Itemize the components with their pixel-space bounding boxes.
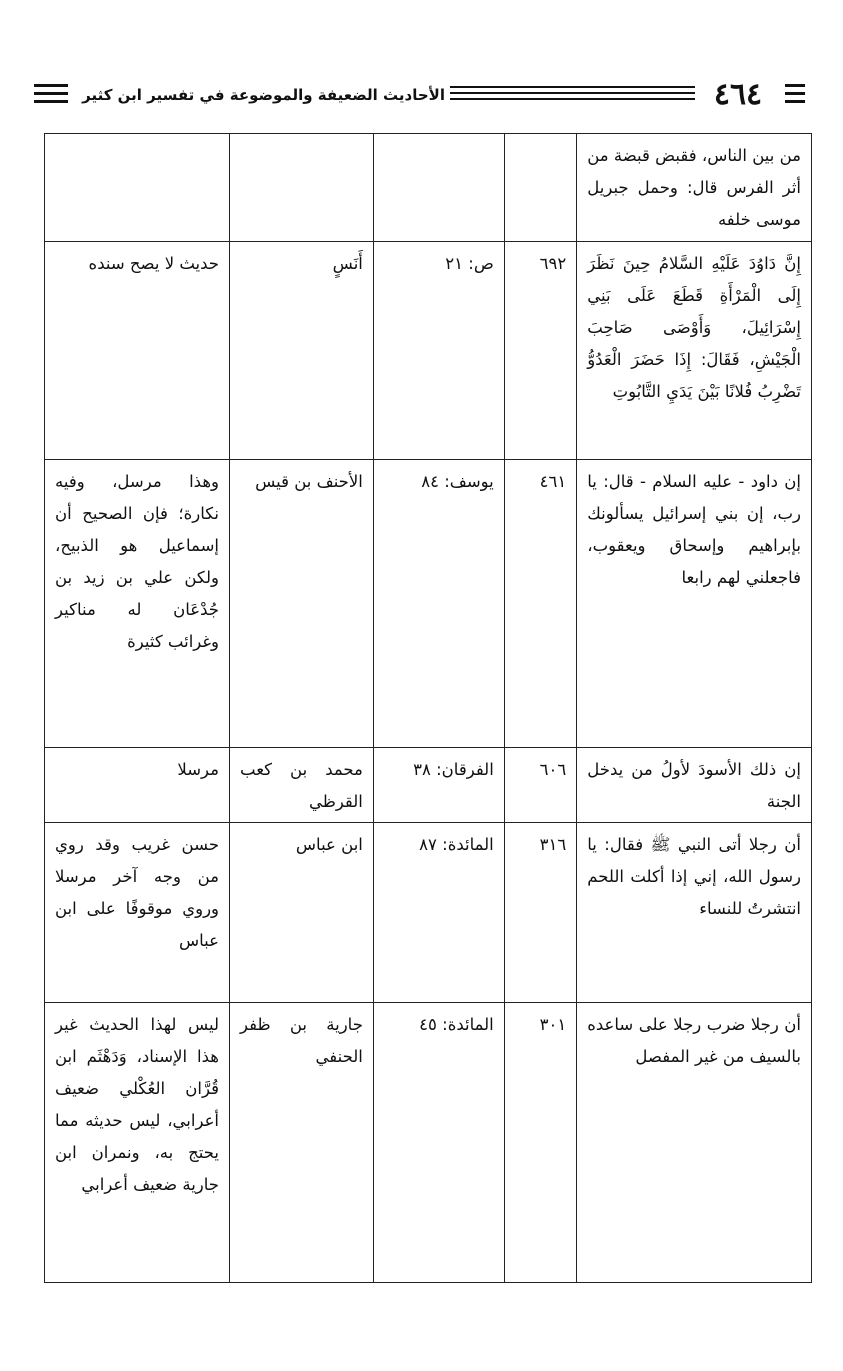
number-cell: ٦٠٦ bbox=[504, 748, 576, 823]
grade-cell: حديث لا يصح سنده bbox=[45, 242, 230, 460]
reference-cell: يوسف: ٨٤ bbox=[373, 460, 504, 748]
reference-cell: الفرقان: ٣٨ bbox=[373, 748, 504, 823]
hadith-text-cell: إِنَّ دَاوُدَ عَلَيْهِ السَّلامُ حِينَ نَظَرَ إِلَى الْمَرْأَةِ قَطَعَ عَلَى بَنِي إِسْرَائِيلَ، وَأَوْصَى صَاحِبَ الْجَيْشِ، فَقَالَ: إِذَا حَضَرَ الْعَدُوُّ تَضْرِبُ فُلانًا بَيْنَ يَدَيِ التَّابُوتِ bbox=[577, 242, 812, 460]
hadith-text-cell: من بين الناس، فقبض قبضة من أثر الفرس قال: وحمل جبريل موسى خلفه bbox=[577, 134, 812, 242]
table-row bbox=[45, 242, 812, 460]
page-header bbox=[30, 78, 805, 114]
reference-cell: ص: ٢١ bbox=[373, 242, 504, 460]
hadith-text-cell: أن رجلا أتى النبي ﷺ فقال: يا رسول الله، إني إذا أكلت اللحم انتشرتُ للنساء bbox=[577, 823, 812, 1003]
hadith-text-cell: إن داود - عليه السلام - قال: يا رب، إن بني إسرائيل يسألونك بإبراهيم وإسحاق ويعقوب، فاجعلني لهم رابعا bbox=[577, 460, 812, 748]
grade-cell: ليس لهذا الحديث غير هذا الإسناد، وَدَهْثَم ابن قُرَّان العُكْلي ضعيف أعرابي، ليس حديثه مما يحتج به، ونمران ابن جارية ضعيف أعرابي bbox=[45, 1003, 230, 1283]
number-cell: ٣١٦ bbox=[504, 823, 576, 1003]
grade-cell: مرسلا bbox=[45, 748, 230, 823]
table-row bbox=[45, 460, 812, 748]
header-rule-middle bbox=[450, 92, 695, 94]
grade-cell bbox=[45, 134, 230, 242]
number-cell bbox=[504, 134, 576, 242]
number-cell: ٤٦١ bbox=[504, 460, 576, 748]
reference-cell bbox=[373, 134, 504, 242]
narrator-cell bbox=[230, 134, 374, 242]
header-rule-left bbox=[34, 84, 68, 87]
header-rule-right bbox=[785, 84, 805, 87]
reference-cell: المائدة: ٤٥ bbox=[373, 1003, 504, 1283]
book-title: الأحاديث الضعيفة والموضوعة في تفسير ابن كثير bbox=[82, 86, 445, 104]
reference-cell: المائدة: ٨٧ bbox=[373, 823, 504, 1003]
hadith-text-cell: إن ذلك الأسودَ لأولُ من يدخل الجنة bbox=[577, 748, 812, 823]
header-rule-left bbox=[34, 92, 68, 95]
narrator-cell: محمد بن كعب القرظي bbox=[230, 748, 374, 823]
grade-cell: حسن غريب وقد روي من وجه آخر مرسلا وروي موقوفًا على ابن عباس bbox=[45, 823, 230, 1003]
hadith-table bbox=[44, 133, 812, 1283]
narrator-cell: ابن عباس bbox=[230, 823, 374, 1003]
page-number: ٤٦٤ bbox=[713, 77, 763, 112]
header-rule-right bbox=[785, 100, 805, 103]
header-rule-right bbox=[785, 92, 805, 95]
header-rule-middle bbox=[450, 98, 695, 100]
narrator-cell: جارية بن ظفر الحنفي bbox=[230, 1003, 374, 1283]
table-row bbox=[45, 134, 812, 242]
header-rule-left bbox=[34, 100, 68, 103]
table-row bbox=[45, 1003, 812, 1283]
table-row bbox=[45, 823, 812, 1003]
number-cell: ٣٠١ bbox=[504, 1003, 576, 1283]
hadith-text-cell: أن رجلا ضرب رجلا على ساعده بالسيف من غير المفصل bbox=[577, 1003, 812, 1283]
narrator-cell: الأحنف بن قيس bbox=[230, 460, 374, 748]
header-rule-middle bbox=[450, 86, 695, 88]
number-cell: ٦٩٢ bbox=[504, 242, 576, 460]
grade-cell: وهذا مرسل، وفيه نكارة؛ فإن الصحيح أن إسماعيل هو الذبيح، ولكن علي بن زيد بن جُدْعَان له مناكير وغرائب كثيرة bbox=[45, 460, 230, 748]
table-row bbox=[45, 748, 812, 823]
narrator-cell: أَنَسٍ bbox=[230, 242, 374, 460]
